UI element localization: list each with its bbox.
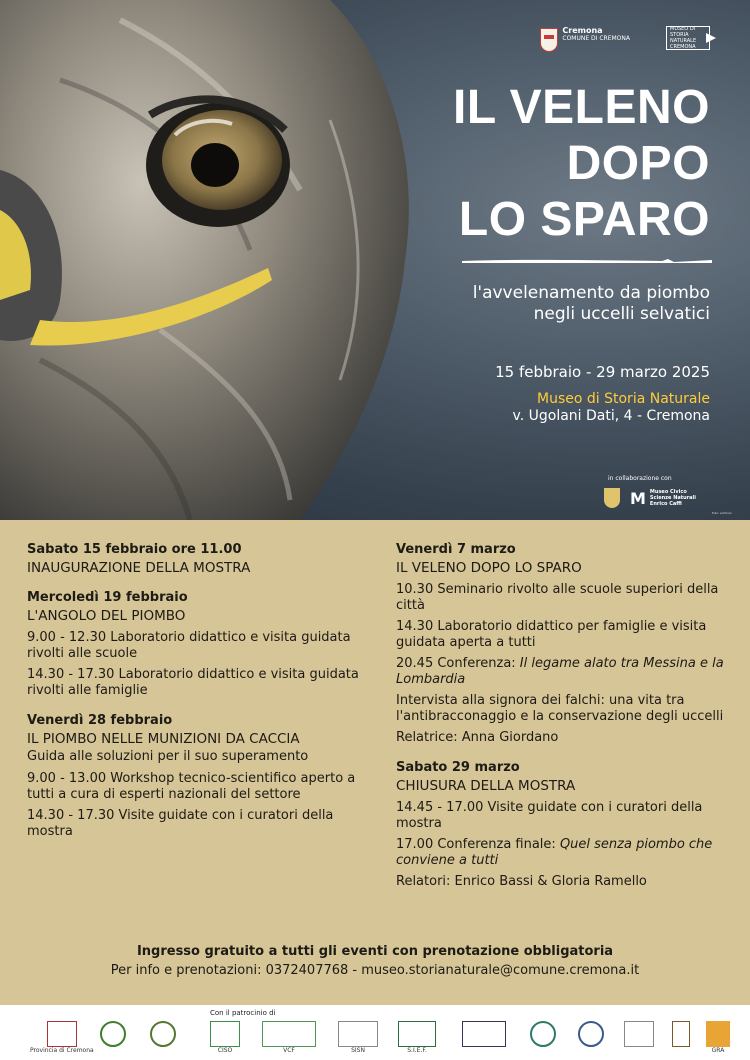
cremona-logo-name: Cremona xyxy=(562,26,603,35)
sponsor-sief xyxy=(398,1021,436,1054)
event-date: Venerdì 7 marzo xyxy=(396,542,516,557)
sponsor-logo xyxy=(530,1021,556,1047)
event-item: 10.30 Seminario rivolto alle scuole superiori della città xyxy=(396,582,719,613)
sisn-logo-icon xyxy=(338,1021,378,1047)
event-item: 14.30 Laboratorio didattico per famiglie e visita guidata aperta a tutti xyxy=(396,619,707,650)
sponsor-name: Provincia di Cremona xyxy=(30,1047,94,1054)
sponsor-ciso xyxy=(210,1021,240,1054)
title-line: LO SPARO xyxy=(458,193,710,246)
hero-banner xyxy=(0,0,750,520)
conference-title: Quel senza piombo che conviene a tutti xyxy=(396,837,713,868)
exhibition-subtitle xyxy=(473,283,710,325)
caffi-line: Museo Civico xyxy=(649,489,687,495)
conference-prefix: 17.00 Conferenza finale: xyxy=(396,837,560,852)
booking-info xyxy=(0,942,750,980)
sponsor-emblem-icon xyxy=(530,1021,556,1047)
sponsor-gra xyxy=(706,1021,730,1054)
venue-name: Museo di Storia Naturale xyxy=(537,391,710,407)
event-item: 14.30 - 17.30 Visite guidate con i curatori della mostra xyxy=(27,808,334,839)
exhibition-title xyxy=(453,80,710,248)
title-line: DOPO xyxy=(566,137,710,190)
collaboration-label: in collaborazione con xyxy=(608,475,672,482)
sponsor-sisn xyxy=(338,1021,378,1054)
sponsor-logo xyxy=(150,1021,176,1047)
provincia-crest-icon xyxy=(47,1021,77,1047)
sponsor-name: VCF xyxy=(283,1047,295,1054)
museum-logo-line: STORIA xyxy=(670,32,689,38)
sponsor-logo xyxy=(672,1021,690,1047)
conference-item xyxy=(396,837,726,869)
conference-title: Il legame alato tra Messina e la Lombardia xyxy=(396,656,724,687)
sponsor-logo xyxy=(624,1021,654,1047)
sponsor-logo xyxy=(462,1021,506,1047)
sponsor-name: SISN xyxy=(351,1047,365,1054)
bird-silhouette-icon xyxy=(672,1021,690,1047)
event-item: 9.00 - 12.30 Laboratorio didattico e visita guidata rivolti alle scuole xyxy=(27,630,351,661)
sponsor-name: S.I.E.F. xyxy=(407,1047,427,1054)
event-block xyxy=(27,713,372,840)
event-block xyxy=(396,542,726,746)
crest-icon xyxy=(604,488,620,508)
sponsor-logo xyxy=(578,1021,604,1047)
patronage-label: Con il patrocinio di xyxy=(210,1009,276,1017)
contact-info[interactable]: Per info e prenotazioni: 0372407768 - museo.storianaturale@comune.cremona.it xyxy=(110,963,640,978)
vcf-logo-icon xyxy=(262,1021,316,1047)
sponsor-emblem-icon xyxy=(150,1021,176,1047)
sief-logo-icon xyxy=(398,1021,436,1047)
speaker-line: Relatori: Enrico Bassi & Gloria Ramello xyxy=(396,874,647,889)
event-block xyxy=(27,590,372,699)
sponsor-name: CISO xyxy=(217,1047,233,1054)
sponsor-vcf xyxy=(262,1021,316,1054)
event-subtitle: Guida alle soluzioni per il suo superamento xyxy=(27,749,309,764)
event-date: Mercoledì 19 febbraio xyxy=(27,590,188,605)
event-title: IL PIOMBO NELLE MUNIZIONI DA CACCIA xyxy=(27,731,300,747)
sponsor-logo xyxy=(100,1021,126,1047)
sponsor-name: GRA xyxy=(711,1047,725,1054)
top-partner-logos xyxy=(540,26,710,52)
caffi-line: Enrico Caffi xyxy=(649,501,682,507)
cremona-city-logo xyxy=(540,26,630,52)
event-date: Venerdì 28 febbraio xyxy=(27,713,173,728)
event-title: L'ANGOLO DEL PIOMBO xyxy=(27,608,186,624)
brush-stroke-divider xyxy=(462,257,712,265)
event-date: Sabato 15 febbraio ore 11.00 xyxy=(27,542,242,557)
museo-caffi-logo xyxy=(630,489,696,508)
event-block xyxy=(396,760,726,890)
title-line: IL VELENO xyxy=(453,81,710,134)
event-title: INAUGURAZIONE DELLA MOSTRA xyxy=(27,560,251,576)
exhibition-dates: 15 febbraio - 29 marzo 2025 xyxy=(495,363,710,381)
sponsor-provincia xyxy=(30,1021,94,1054)
speaker-line: Relatrice: Anna Giordano xyxy=(396,730,559,745)
free-entry-notice: Ingresso gratuito a tutti gli eventi con prenotazione obbligatoria xyxy=(136,944,614,959)
sponsor-strip xyxy=(0,1005,750,1060)
event-item: Intervista alla signora dei falchi: una vita tra l'antibracconaggio e la conservazione degli uccelli xyxy=(396,693,724,724)
event-item: 14.45 - 17.00 Visite guidate con i curatori della mostra xyxy=(396,800,703,831)
sponsor-emblem-icon xyxy=(624,1021,654,1047)
event-title: IL VELENO DOPO LO SPARO xyxy=(396,560,582,576)
ciso-logo-icon xyxy=(210,1021,240,1047)
gra-logo-icon xyxy=(706,1021,730,1047)
caffi-line: Scienze Naturali xyxy=(649,495,696,501)
collaboration-logos xyxy=(604,488,696,508)
program-column-left xyxy=(27,542,372,854)
conference-prefix: 20.45 Conferenza: xyxy=(396,656,520,671)
subtitle-line: negli uccelli selvatici xyxy=(533,304,710,324)
museum-logo xyxy=(666,26,710,50)
conference-item xyxy=(396,656,726,688)
museo-caffi-mark-icon: M xyxy=(630,488,646,508)
event-item: 14.30 - 17.30 Laboratorio didattico e visita guidata rivolti alle famiglie xyxy=(27,667,359,698)
museum-logo-line: MUSEO DI xyxy=(670,26,696,32)
museum-logo-line: NATURALE xyxy=(670,38,697,44)
subtitle-line: l'avvelenamento da piombo xyxy=(472,283,710,303)
event-date: Sabato 29 marzo xyxy=(396,760,520,775)
event-block xyxy=(27,542,372,576)
photo-credit: foto: archivio xyxy=(712,511,732,515)
sponsor-emblem-icon xyxy=(462,1021,506,1047)
cremona-logo-sub: COMUNE DI CREMONA xyxy=(562,35,630,42)
cremona-crest-icon xyxy=(540,28,558,52)
event-title: CHIUSURA DELLA MOSTRA xyxy=(396,778,576,794)
sponsor-emblem-icon xyxy=(100,1021,126,1047)
sponsor-emblem-icon xyxy=(578,1021,604,1047)
museum-logo-line: CREMONA xyxy=(670,44,696,50)
event-item: 9.00 - 13.00 Workshop tecnico-scientifico aperto a tutti a cura di esperti nazionali del settore xyxy=(27,771,356,802)
program-column-right xyxy=(396,542,726,904)
venue-address: v. Ugolani Dati, 4 - Cremona xyxy=(512,408,710,424)
program-section xyxy=(0,520,750,935)
